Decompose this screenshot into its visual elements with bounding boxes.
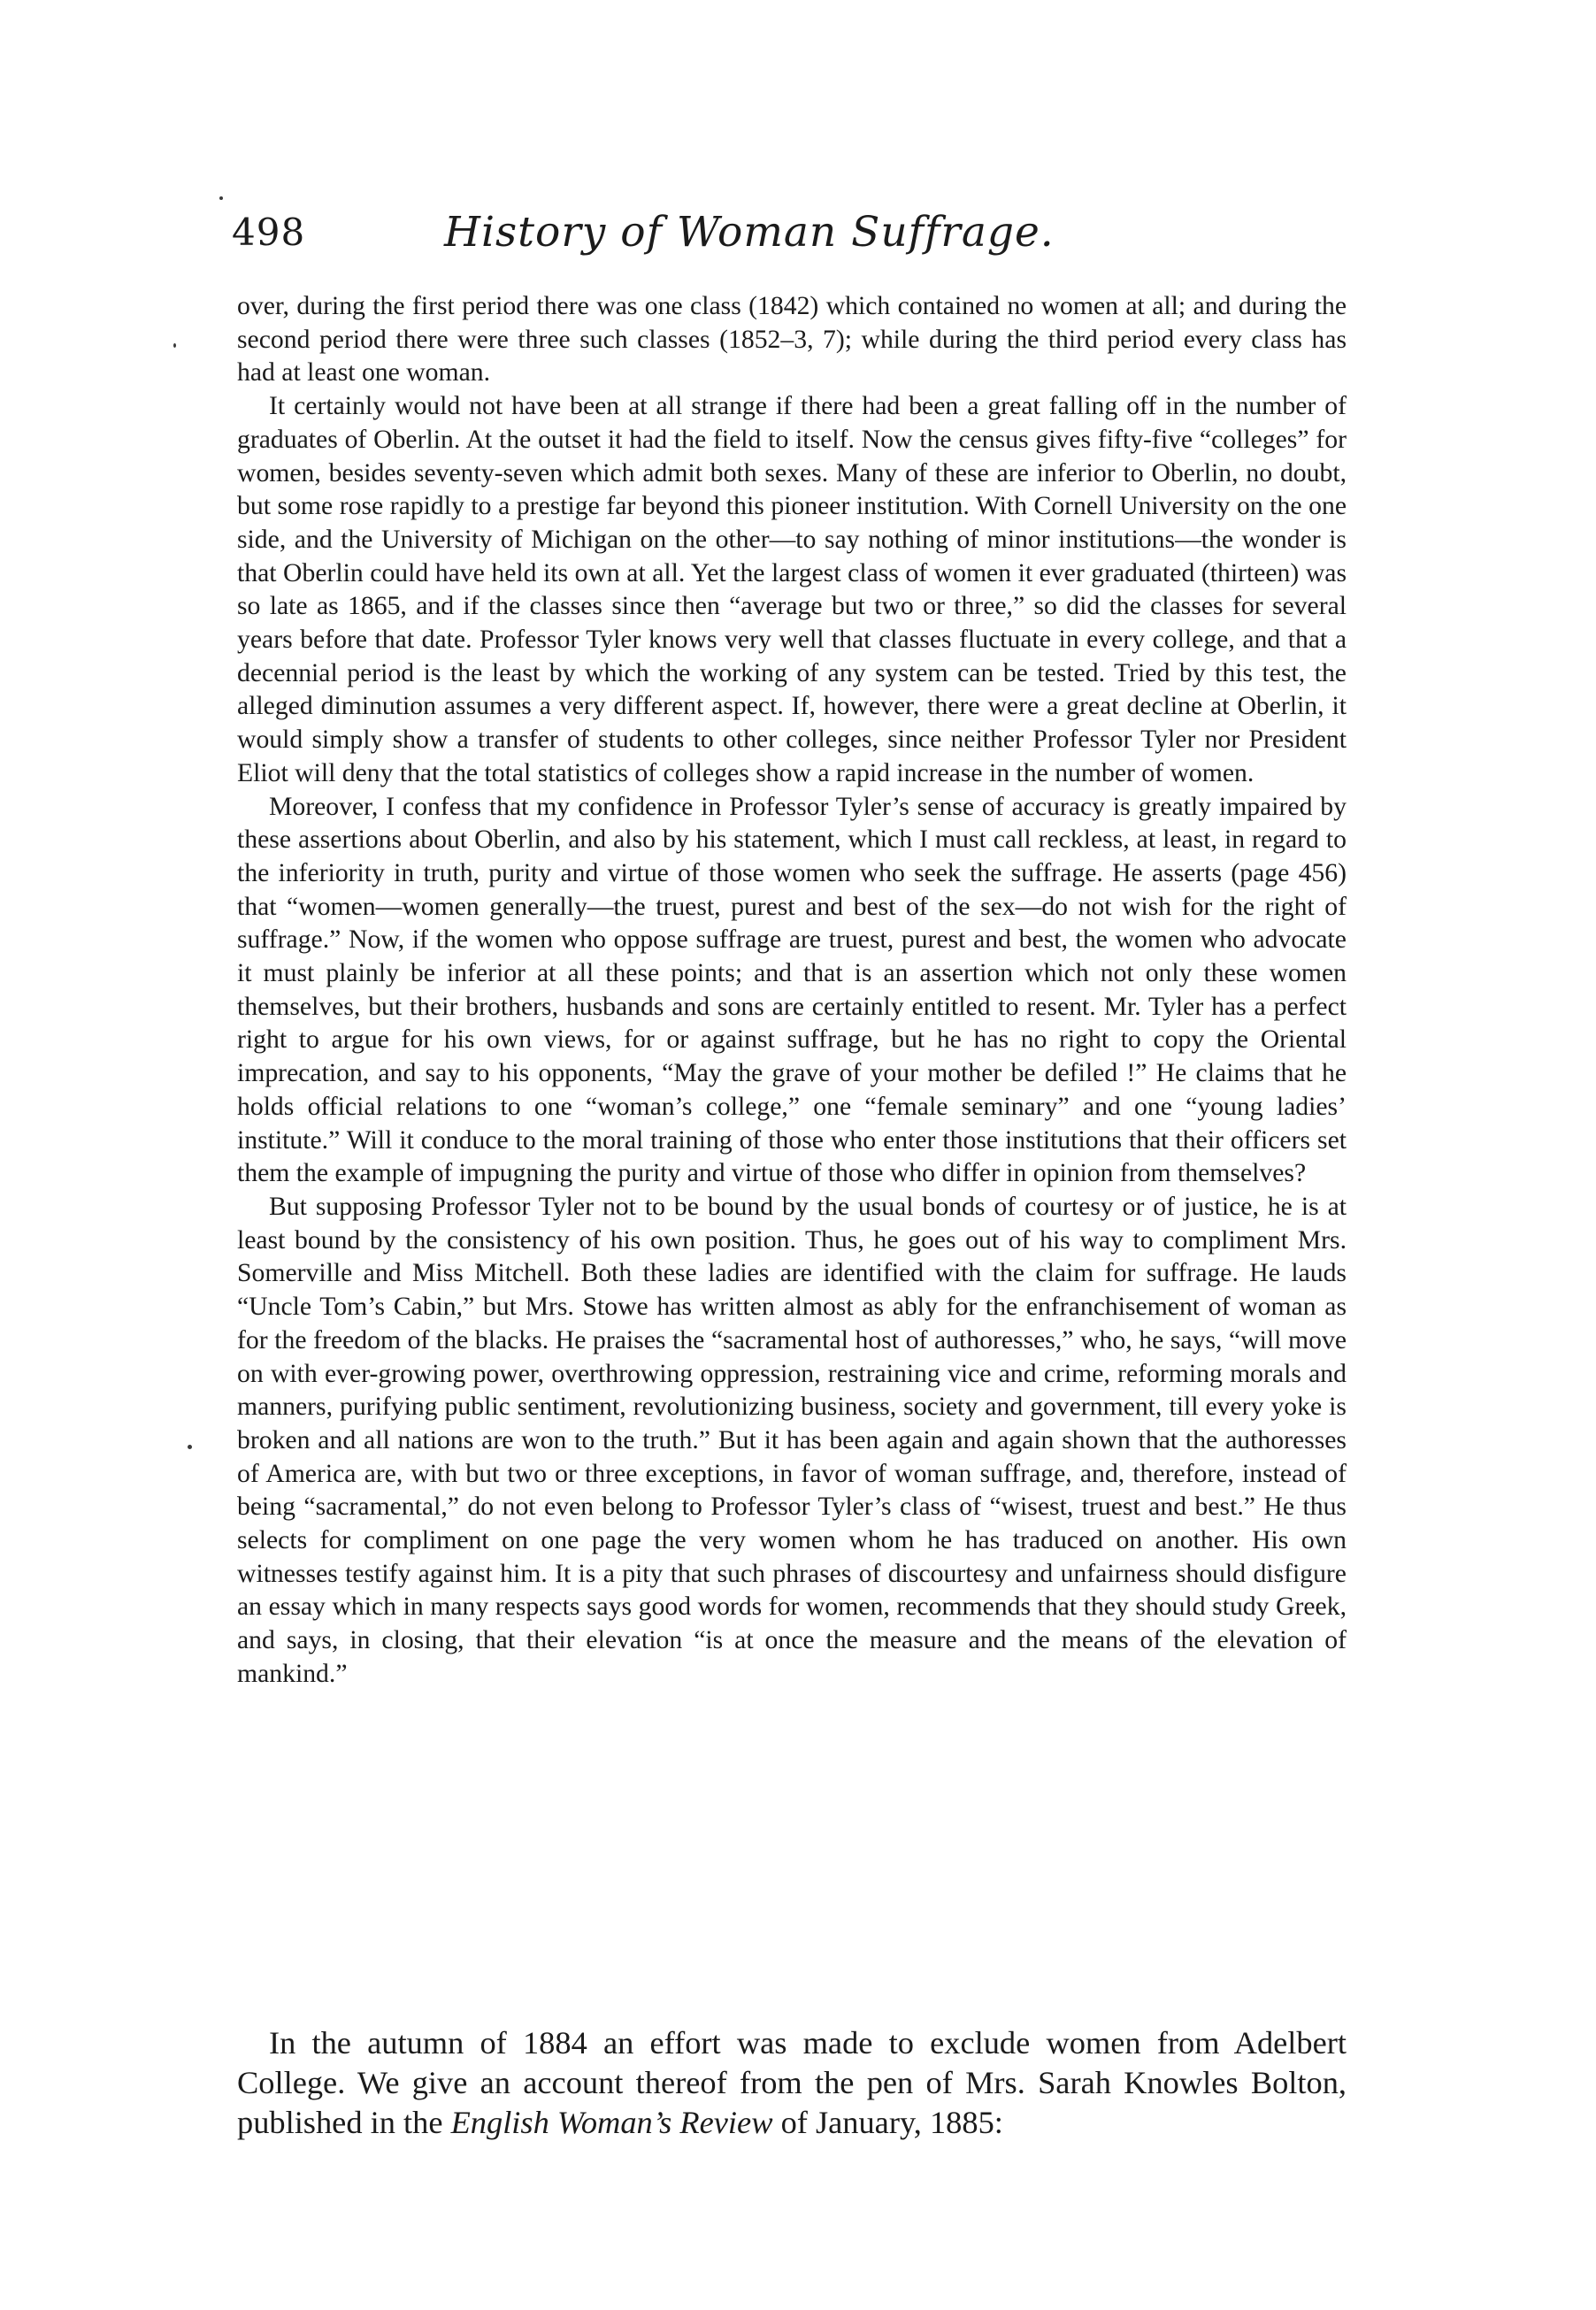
closing-text-before: In the autumn of 1884 an effort was made to exclude women from Adelbert College. We give an account thereof from the pen of Mrs. Sarah Knowles Bolton, published in the <box>237 2025 1347 2140</box>
page-number: 498 <box>232 211 306 254</box>
margin-speck <box>188 1445 192 1449</box>
paragraph-confidence-impaired: Moreover, I confess that my confidence in Professor Tyler’s sense of accuracy is greatly impaired by these assertions about Oberlin, and also by his statement, which I must call reckless, at least, in regard to the inferiority in truth, purity and virtue of those women who seek the suffrage. He asserts (page 456) that “women—women generally—the truest, purest and best of the sex—do not wish for the right of suffrage.” Now, if the women who oppose suffrage are truest, purest and best, the women who advocate it must plainly be inferior at all these points; and that is an assertion which not only these women themselves, but their brothers, husbands and sons are certainly entitled to resent. Mr. Tyler has a perfect right to argue for his own views, for or against suffrage, but he has no right to copy the Oriental imprecation, and say to his opponents, “May the grave of your mother be defiled !” He claims that he holds official relations to one “woman’s college,” one “female seminary” and one “young ladies’ institute.” Will it conduce to the moral training of those who enter those institutions that their officers set them the example of impugning the purity and virtue of those who differ in opinion from themselves? <box>237 792 1347 1188</box>
journal-title: English Woman’s Review <box>450 2105 773 2140</box>
paragraph-continuation: over, during the first period there was one class (1842) which contained no women at all; and during the second period there were three such classes (1852–3, 7); while during the third period every class has had at least one woman. <box>237 292 1347 388</box>
margin-speck <box>173 343 176 348</box>
page-header <box>232 202 1382 264</box>
paragraph-oberlin-graduates: It certainly would not have been at all strange if there had been a great falling off in the number of graduates of Oberlin. At the outset it had the field to itself. Now the census gives fifty-five “colleges” for women, besides seventy-seven which admit both sexes. Many of these are inferior to Oberlin, no doubt, but some rose rapidly to a prestige far beyond this pioneer institution. With Cornell University on the one side, and the University of Michigan on the other—to say nothing of minor institutions—the wonder is that Oberlin could have held its own at all. Yet the largest class of women it ever graduated (thirteen) was so late as 1865, and if the classes since then “average but two or three,” so did the classes for several years before that date. Professor Tyler knows very well that classes fluctuate in every college, and that a decennial period is the least by which the working of any system can be tested. Tried by this test, the alleged diminution assumes a very different aspect. If, however, there were a great decline at Oberlin, it would simply show a transfer of students to other colleges, since neither Professor Tyler nor President Eliot will deny that the total statistics of colleges show a rapid increase in the number of women. <box>237 392 1347 787</box>
body-text <box>237 290 1347 1998</box>
closing-paragraph <box>237 2023 1347 2218</box>
margin-speck <box>219 196 223 200</box>
paragraph-consistency: But supposing Professor Tyler not to be bound by the usual bonds of courtesy or of justice, he is at least bound by the consistency of his own position. Thus, he goes out of his way to compliment Mrs. Somerville and Miss Mitchell. Both these ladies are identified with the claim for suffrage. He lauds “Uncle Tom’s Cabin,” but Mrs. Stowe has written almost as ably for the enfranchisement of woman as for the freedom of the blacks. He praises the “sacramental host of authoresses,” who, he says, “will move on with ever-growing power, overthrowing oppression, restraining vice and crime, reforming morals and manners, purifying public sentiment, revolutionizing business, society and government, till every yoke is broken and all nations are won to the truth.” But it has been again and again shown that the authoresses of America are, with but two or three exceptions, in favor of woman suffrage, and, therefore, instead of being “sacramental,” do not even belong to Professor Tyler’s class of “wisest, truest and best.” He thus selects for compliment on one page the very women whom he has traduced on another. His own witnesses testify against him. It is a pity that such phrases of discourtesy and unfairness should disfigure an essay which in many respects says good words for women, recommends that they should study Greek, and says, in closing, that their elevation “is at once the measure and the means of the elevation of mankind.” <box>237 1192 1347 1688</box>
closing-text-after: of January, 1885: <box>772 2105 1003 2140</box>
running-title: History of Woman Suffrage. <box>444 208 1055 257</box>
